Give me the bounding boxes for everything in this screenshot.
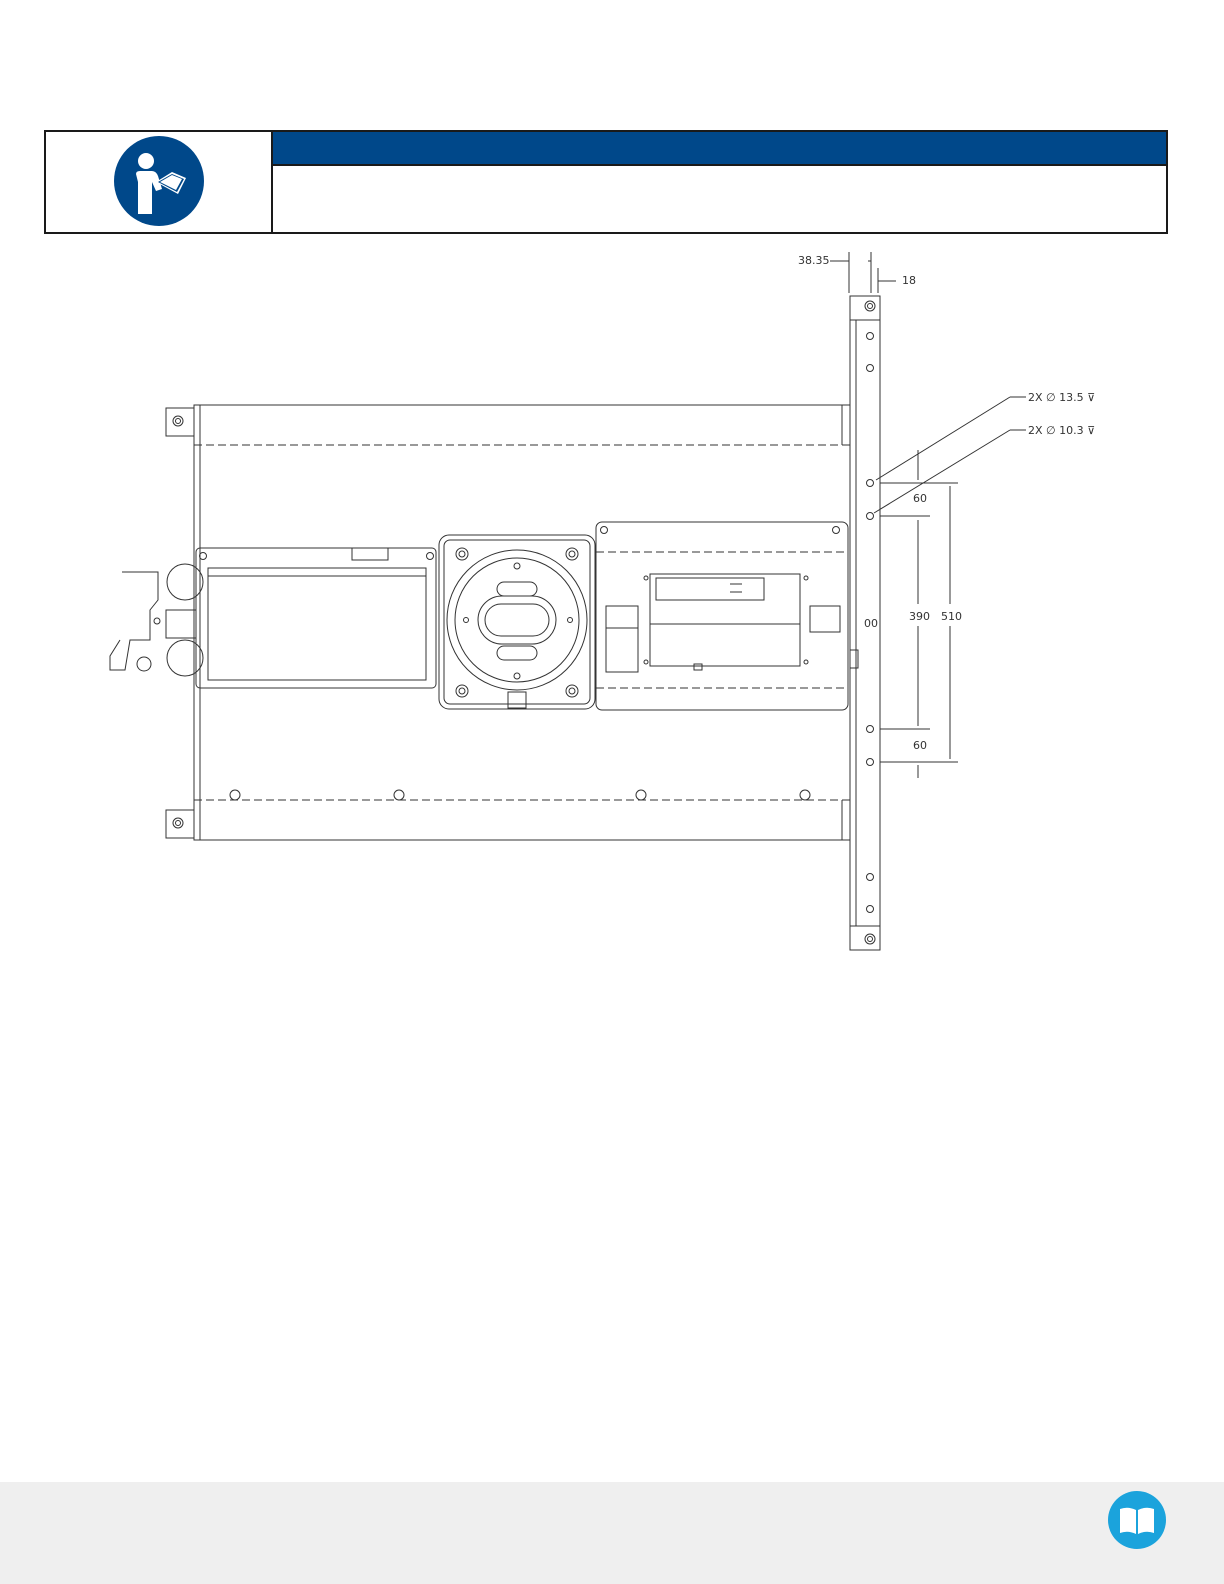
callout-hole-small: 2X ∅ 10.3 ⊽ (1028, 424, 1096, 437)
dim-spacing-top: 60 (913, 492, 927, 505)
dim-flange-offset: 38.35 (798, 254, 830, 267)
dim-outer-span: 510 (941, 610, 962, 623)
callout-hole-large: 2X ∅ 13.5 ⊽ (1028, 391, 1096, 404)
dim-inner-span: 390 (909, 610, 930, 623)
notice-body-text (273, 166, 1166, 232)
notice-box (44, 130, 1168, 234)
notice-icon-cell (46, 132, 273, 232)
dim-center-mark: 00 (864, 617, 878, 630)
notice-header-bar (273, 132, 1166, 166)
technical-drawing (0, 240, 1224, 970)
book-logo-icon (1107, 1490, 1167, 1550)
dim-spacing-bottom: 60 (913, 739, 927, 752)
dim-flange-thickness: 18 (902, 274, 916, 287)
page-footer (0, 1482, 1224, 1584)
read-manual-icon (112, 134, 206, 228)
